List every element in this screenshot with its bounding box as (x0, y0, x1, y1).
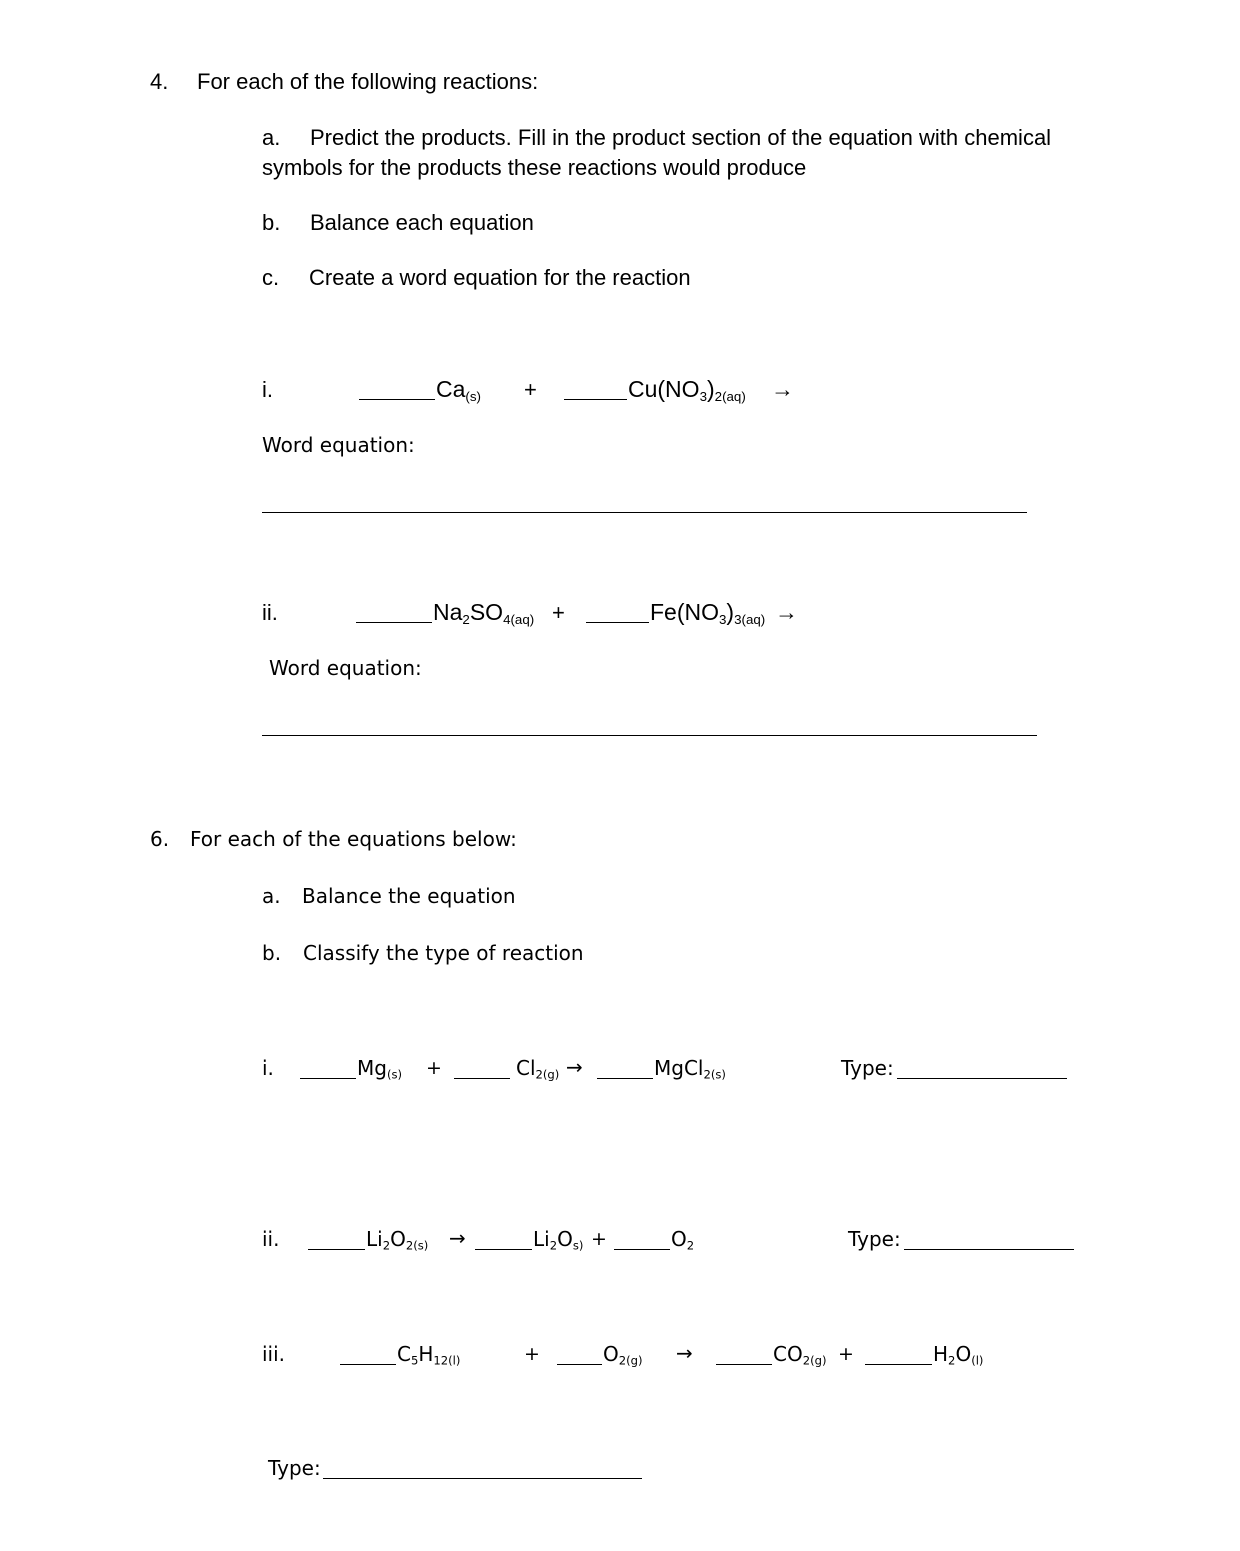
plus-sign: + (838, 1343, 854, 1365)
type-answer-line[interactable] (323, 1478, 642, 1479)
q6-equation-iii-p1: $CO_{2(g)}$ (773, 1342, 827, 1368)
q4-instruction-b-text: Balance each equation (310, 210, 534, 235)
q6-instruction-a-letter: a. (262, 884, 281, 908)
arrow-icon: → (449, 1226, 466, 1250)
word-equation-answer-line[interactable] (262, 735, 1037, 736)
coefficient-blank[interactable] (340, 1364, 396, 1365)
q4-reaction-ii-numeral: ii. (262, 600, 278, 625)
q4-number: 4. (150, 69, 169, 94)
coefficient-blank[interactable] (454, 1078, 510, 1079)
q6-instruction-b-text: Classify the type of reaction (303, 941, 584, 965)
q4-reaction-i-word-label: Word equation: (262, 433, 415, 457)
plus-sign: + (524, 377, 537, 402)
arrow-icon: → (566, 1055, 583, 1079)
q6-equation-iii-r1: $C_5H_{12(l)}$ (397, 1342, 461, 1368)
q6-equation-i-r1: $Mg_{(s)}$ (357, 1056, 403, 1082)
q4-heading: For each of the following reactions: (197, 69, 539, 94)
coefficient-blank[interactable] (716, 1364, 772, 1365)
q6-equation-iii-type-label: Type: (268, 1456, 321, 1480)
q6-equation-ii-numeral: ii. (262, 1227, 280, 1251)
coefficient-blank[interactable] (614, 1249, 670, 1250)
coefficient-blank[interactable] (308, 1249, 365, 1250)
plus-sign: + (524, 1343, 540, 1365)
q6-equation-ii-r1: $Li_2O_{2(s)}$ (366, 1227, 429, 1253)
q6-number: 6. (150, 827, 170, 851)
q6-equation-iii-p2: $H_2O_{(l)}$ (933, 1342, 984, 1368)
q4-reaction-i-reactant1: $Ca_{(s)}$ (436, 376, 481, 404)
plus-sign: + (591, 1228, 607, 1250)
coefficient-blank[interactable] (586, 622, 649, 623)
q4-reaction-ii-reactant1: $Na_2SO_{4(aq)}$ (433, 599, 535, 627)
type-answer-line[interactable] (904, 1249, 1074, 1250)
q4-instruction-c-text: Create a word equation for the reaction (309, 265, 691, 290)
q4-instruction-c-letter: c. (262, 265, 280, 290)
q6-equation-ii-type-label: Type: (848, 1227, 901, 1251)
coefficient-blank[interactable] (475, 1249, 532, 1250)
q6-equation-ii-p1: $Li_2O_{s)}$ (533, 1227, 584, 1253)
q4-reaction-i-numeral: i. (262, 377, 273, 402)
type-answer-line[interactable] (897, 1078, 1067, 1079)
arrow-icon: → (676, 1341, 693, 1365)
coefficient-blank[interactable] (359, 399, 435, 400)
q4-reaction-ii-word-label: Word equation: (269, 656, 422, 680)
q6-heading: For each of the equations below: (190, 827, 517, 851)
arrow-icon: → (775, 599, 798, 625)
q4-reaction-ii-reactant2: $Fe(NO_3)_{3(aq)}$ (650, 599, 766, 627)
q6-equation-ii-p2: $O_2$ (671, 1227, 695, 1253)
q6-equation-iii-r2: $O_{2(g)}$ (603, 1342, 643, 1368)
q4-reaction-i-reactant2: $Cu(NO_3)_{2(aq)}$ (628, 376, 746, 404)
q4-instruction-a-line2: symbols for the products these reactions would produce (262, 155, 807, 180)
q4-instruction-a-letter: a. (262, 125, 281, 150)
q6-equation-i-numeral: i. (262, 1056, 274, 1080)
coefficient-blank[interactable] (597, 1078, 653, 1079)
q4-instruction-b-letter: b. (262, 210, 281, 235)
q6-instruction-b-letter: b. (262, 941, 282, 965)
word-equation-answer-line[interactable] (262, 512, 1027, 513)
coefficient-blank[interactable] (564, 399, 627, 400)
q4-instruction-a-line1: Predict the products. Fill in the product section of the equation with chemical (310, 125, 1052, 150)
coefficient-blank[interactable] (557, 1364, 602, 1365)
plus-sign: + (552, 600, 565, 625)
arrow-icon: → (771, 376, 794, 402)
q6-instruction-a-text: Balance the equation (302, 884, 516, 908)
coefficient-blank[interactable] (356, 622, 432, 623)
q6-equation-iii-numeral: iii. (262, 1342, 286, 1366)
coefficient-blank[interactable] (865, 1364, 932, 1365)
q6-equation-i-r2: $Cl_{2(g)}$ (516, 1056, 560, 1082)
q6-equation-i-p1: MgCl$_{2(s)}$ (654, 1056, 726, 1082)
q6-equation-i-type-label: Type: (841, 1056, 894, 1080)
coefficient-blank[interactable] (300, 1078, 356, 1079)
plus-sign: + (426, 1057, 442, 1079)
